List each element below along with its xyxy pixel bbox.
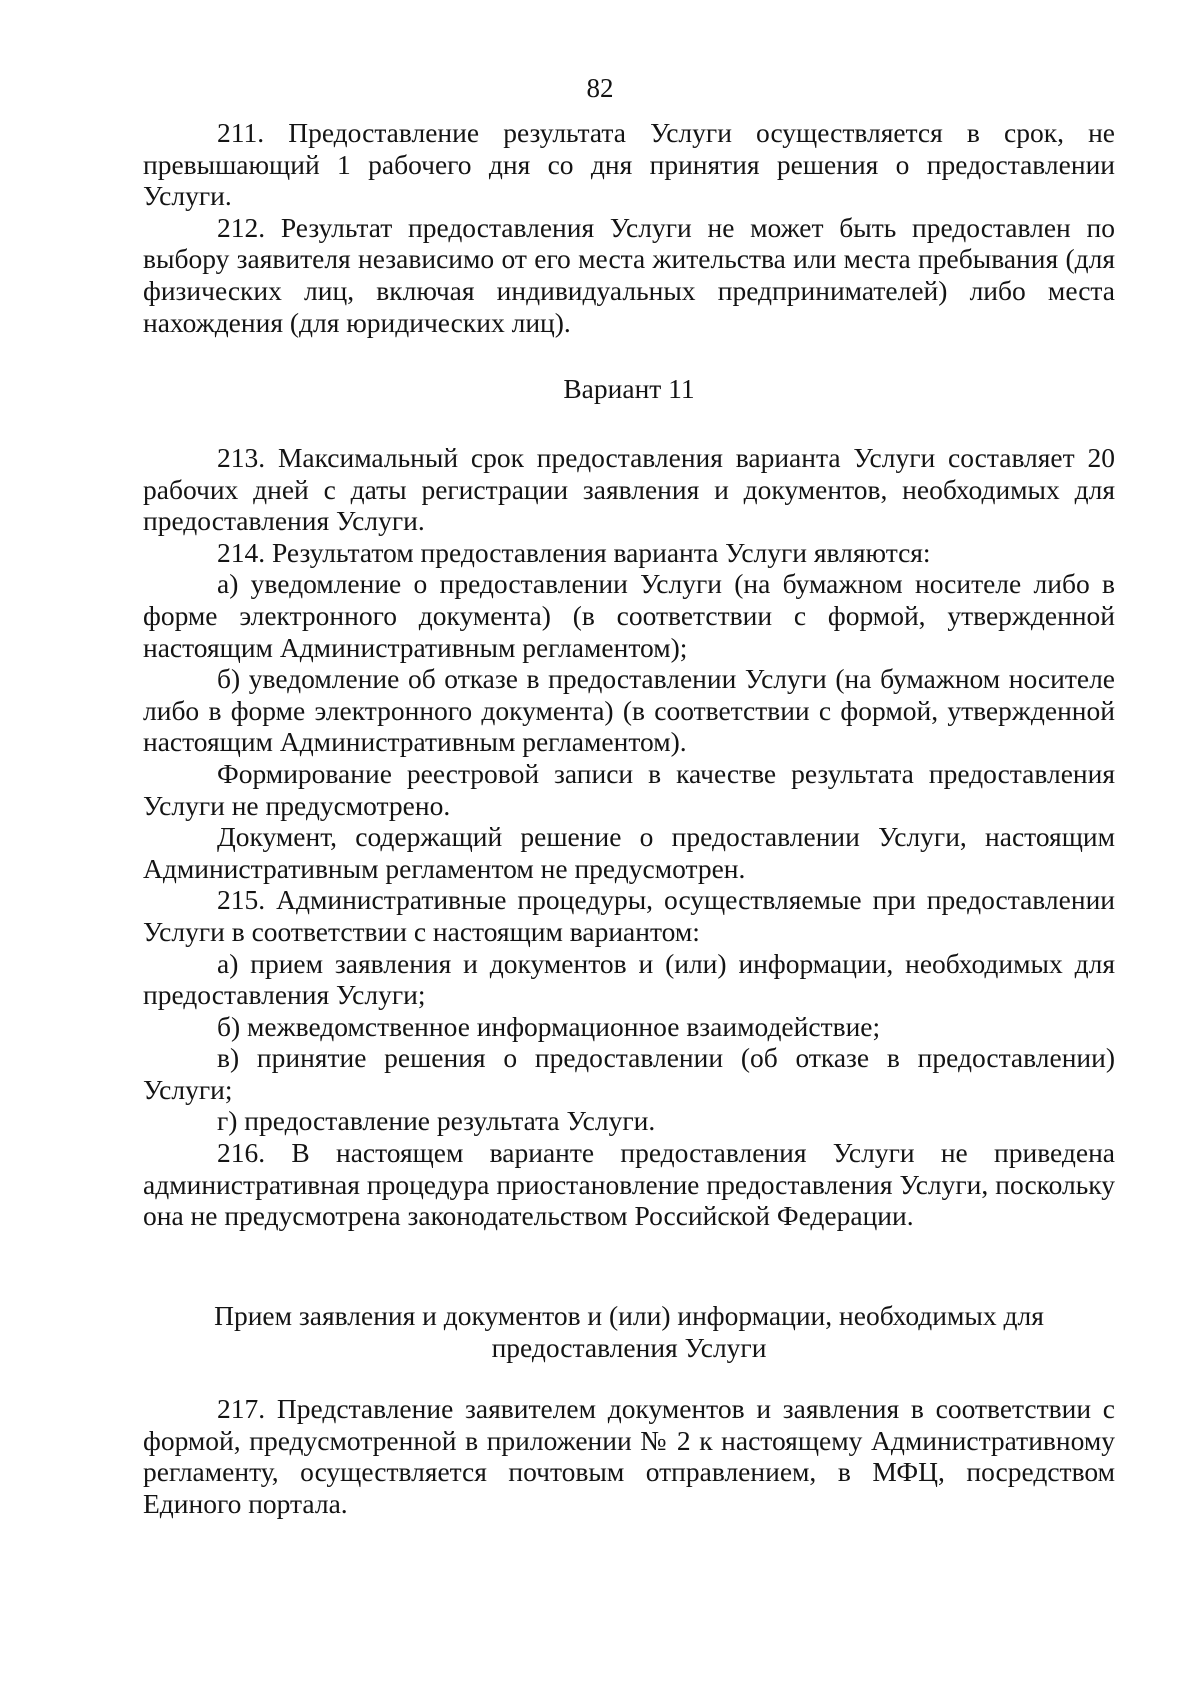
paragraph-214-b: б) уведомление об отказе в предоставлении Услуги (на бумажном носителе либо в форме электронного документа) (в соответствии с формой, утвержденной настоящим Административным регламентом). (143, 663, 1115, 758)
paragraph-registry-note: Формирование реестровой записи в качестве результата предоставления Услуги не предусмотрено. (143, 757, 1115, 821)
paragraph-group-variant (143, 442, 1115, 1232)
section-heading (143, 1300, 1115, 1364)
section-heading-line-1: Прием заявления и документов и (или) информации, необходимых для (214, 1300, 1044, 1331)
variant-heading (143, 373, 1115, 405)
paragraph-215-a: а) прием заявления и документов и (или) информации, необходимых для предоставления Услуги; (143, 947, 1115, 1011)
paragraph-document-note: Документ, содержащий решение о предоставлении Услуги, настоящим Административным регламентом не предусмотрен. (143, 821, 1115, 884)
paragraph-212: 212. Результат предоставления Услуги не может быть предоставлен по выбору заявителя независимо от его места жительства или места пребывания (для физических лиц, включая индивидуальных предпринимателей) либо места нахождения (для юридических лиц). (143, 211, 1115, 338)
paragraph-group-section (143, 1393, 1115, 1519)
paragraph-213: 213. Максимальный срок предоставления варианта Услуги составляет 20 рабочих дней с даты регистрации заявления и документов, необходимых для предоставления Услуги. (143, 442, 1115, 537)
section-heading-line-2: предоставления Услуги (491, 1332, 767, 1363)
paragraph-214: 214. Результатом предоставления варианта Услуги являются: (217, 536, 931, 568)
paragraph-group-top (143, 117, 1115, 338)
paragraph-215-g: г) предоставление результата Услуги. (217, 1105, 656, 1137)
paragraph-214-a: а) уведомление о предоставлении Услуги (на бумажном носителе либо в форме электронного документа) (в соответствии с формой, утвержденной настоящим Административным регламентом); (143, 568, 1115, 663)
variant-heading-text: Вариант 11 (563, 373, 695, 404)
paragraph-215-v: в) принятие решения о предоставлении (об отказе в предоставлении) Услуги; (143, 1042, 1115, 1105)
paragraph-215: 215. Административные процедуры, осуществляемые при предоставлении Услуги в соответствии с настоящим вариантом: (143, 884, 1115, 947)
paragraph-211: 211. Предоставление результата Услуги осуществляется в срок, не превышающий 1 рабочего дня со дня принятия решения о предоставлении Услуги. (143, 117, 1115, 212)
paragraph-215-b: б) межведомственное информационное взаимодействие; (217, 1010, 881, 1042)
paragraph-216: 216. В настоящем варианте предоставления Услуги не приведена административная процедура приостановление предоставления Услуги, поскольку она не предусмотрена законодательством Российской Федерации. (143, 1137, 1115, 1232)
paragraph-217: 217. Представление заявителем документов и заявления в соответствии с формой, предусмотренной в приложении № 2 к настоящему Административному регламенту, осуществляется почтовым отправлением, в МФЦ, посредством Единого портала. (143, 1393, 1115, 1519)
page-number: 82 (586, 73, 614, 103)
